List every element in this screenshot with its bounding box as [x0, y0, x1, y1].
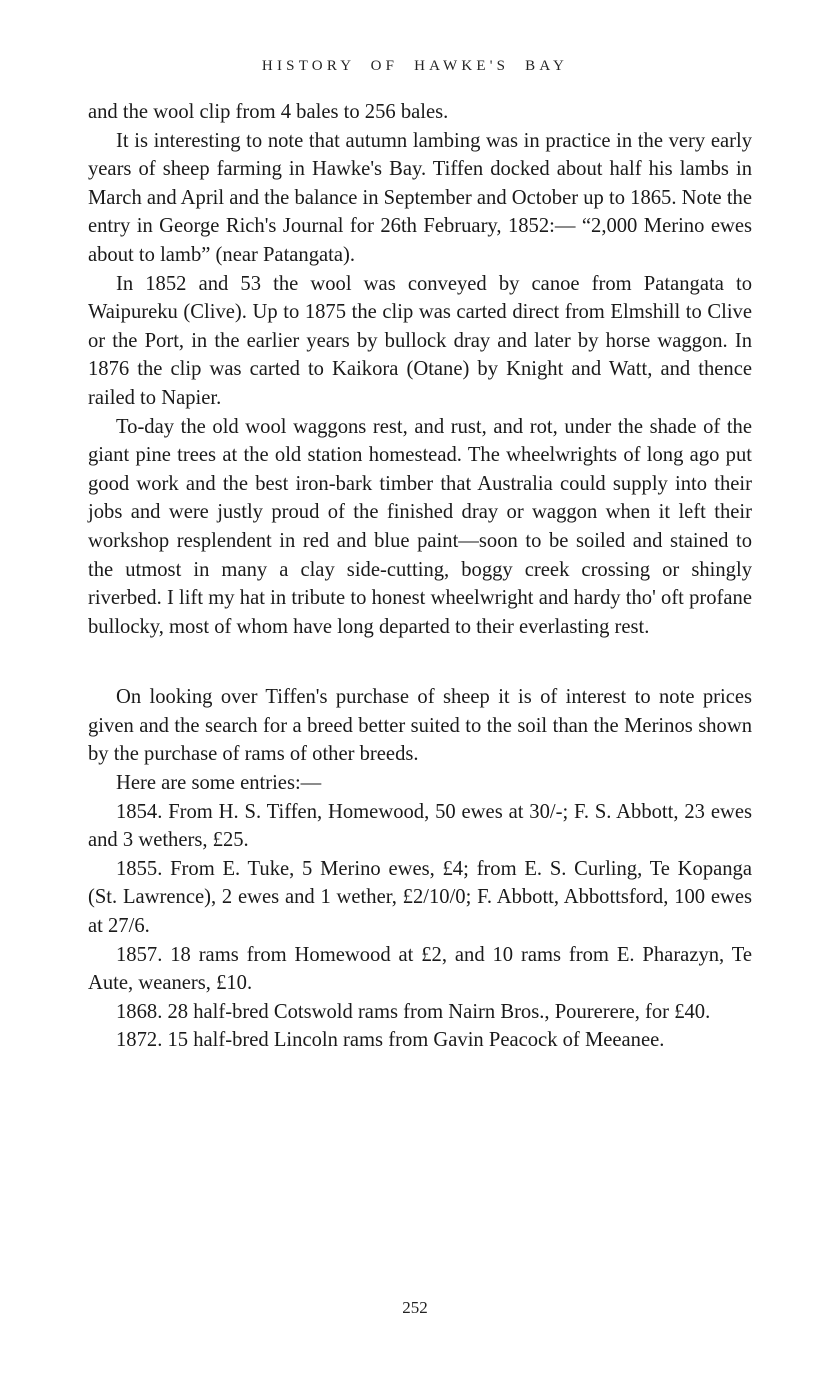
paragraph-sheep-purchases: On looking over Tiffen's purchase of sheep it is of interest to note prices given and the search for a breed better suited to the soil than the Merinos shown by the purchase of rams of other breeds.	[88, 686, 752, 766]
body-text	[88, 98, 752, 1055]
page-number: 252	[402, 1298, 428, 1317]
entry-1854: 1854. From H. S. Tiffen, Homewood, 50 ewes at 30/-; F. S. Abbott, 23 ewes and 3 wethers, £25.	[88, 800, 752, 852]
entry-1868: 1868. 28 half-bred Cotswold rams from Nairn Bros., Pourerere, for £40.	[116, 1000, 711, 1023]
paragraph-autumn-lambing: It is interesting to note that autumn lambing was in practice in the very early years of sheep farming in Hawke's Bay. Tiffen docked about half his lambs in March and April and the balance in September and October up to 1865. Note the entry in George Rich's Journal for 26th February, 1852:— “2,000 Merino ewes about to lamb” (near Patangata).	[88, 129, 752, 266]
paragraph-old-waggons: To-day the old wool waggons rest, and rust, and rot, under the shade of the giant pine trees at the old station homestead. The wheelwrights of long ago put good work and the best iron-bark timber that Australia could supply into their jobs and were justly proud of the finished dray or waggon when it left their workshop resplendent in red and blue paint—soon to be soiled and stained to the utmost in many a clay side-cutting, boggy creek crossing or shingly riverbed. I lift my hat in tribute to honest wheelwright and hardy tho' oft profane bullocky, most of whom have long departed to their everlasting rest.	[88, 415, 752, 638]
paragraph-wool-clip: and the wool clip from 4 bales to 256 bales.	[88, 101, 449, 123]
entry-1872: 1872. 15 half-bred Lincoln rams from Gavin Peacock of Meeanee.	[116, 1029, 665, 1052]
entry-1855: 1855. From E. Tuke, 5 Merino ewes, £4; from E. S. Curling, Te Kopanga (St. Lawrence), 2 ewes and 1 wether, £2/10/0; F. Abbott, Abbottsford, 100 ewes at 27/6.	[88, 857, 752, 938]
paragraph-entries-intro: Here are some entries:—	[116, 772, 322, 795]
entry-1857: 1857. 18 rams from Homewood at £2, and 10 rams from E. Pharazyn, Te Aute, weaners, £10.	[88, 943, 752, 995]
paragraph-wool-transport: In 1852 and 53 the wool was conveyed by canoe from Patangata to Waipureku (Clive). Up to 1875 the clip was carted direct from Elmshill to Clive or the Port, in the earlier years by bullock dray and later by horse waggon. In 1876 the clip was carted to Kaikora (Otane) by Knight and Watt, and thence railed to Napier.	[88, 272, 752, 409]
running-head: HISTORY OF HAWKE'S BAY	[261, 58, 569, 74]
